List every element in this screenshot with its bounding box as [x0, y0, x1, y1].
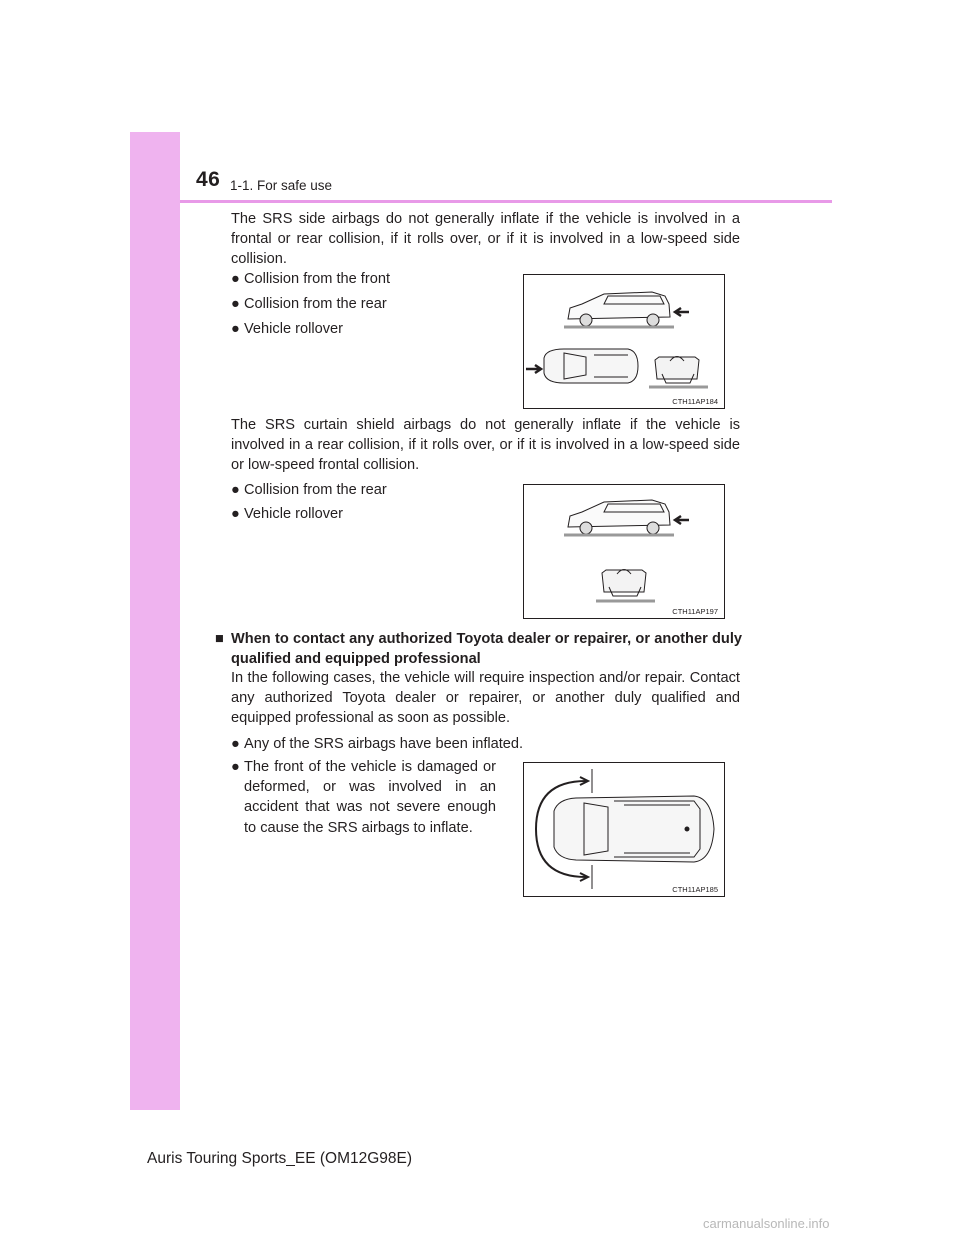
bullet-icon: ● — [231, 736, 240, 752]
list-item: ● Collision from the rear — [231, 480, 387, 500]
list-item: ● Vehicle rollover — [231, 504, 343, 524]
bullet-icon: ● — [231, 482, 240, 498]
heading-square-icon: ■ — [215, 631, 224, 647]
list-item: ● The front of the vehicle is damaged or deformed, or was involved in an accident that was not severe enough to cause the SRS airbags to inflate. — [231, 759, 496, 836]
figure-code: CTH11AP197 — [672, 607, 718, 616]
car-collision-illustration — [524, 485, 724, 618]
list-item: ● Collision from the front — [231, 269, 390, 289]
curtain-airbags-paragraph: The SRS curtain shield airbags do not generally inflate if the vehicle is involved in a rear collision, if it rolls over, or if it is involved in a low-speed side or low-speed frontal collision. — [231, 417, 740, 474]
figure-code: CTH11AP184 — [672, 397, 718, 406]
car-top-view-illustration — [524, 763, 724, 896]
car-collision-illustration — [524, 275, 724, 408]
section-title: 1-1. For safe use — [230, 178, 333, 193]
watermark: carmanualsonline.info — [703, 1216, 830, 1231]
figure-curtain-airbag-collisions — [523, 484, 725, 619]
bullet-icon: ● — [231, 321, 240, 337]
contact-heading: ■ When to contact any authorized Toyota dealer or repairer, or another duly qualified and equipped professional — [215, 631, 742, 668]
side-airbags-paragraph: The SRS side airbags do not generally inflate if the vehicle is involved in a frontal or rear collision, if it rolls over, or if it is involved in a low-speed side collision. — [231, 211, 740, 268]
bullet-icon: ● — [231, 271, 240, 287]
bullet-icon: ● — [231, 506, 240, 522]
list-item: ● Vehicle rollover — [231, 319, 343, 339]
bullet-icon: ● — [231, 296, 240, 312]
figure-front-damage — [523, 762, 725, 897]
page-number: 46 — [196, 168, 221, 191]
figure-side-airbag-collisions — [523, 274, 725, 409]
section-tab-band — [130, 132, 180, 1110]
list-item: ● Any of the SRS airbags have been inflated. — [231, 734, 523, 754]
contact-paragraph: In the following cases, the vehicle will require inspection and/or repair. Contact any authorized Toyota dealer or repairer, or another duly qualified and equipped professional as soon as possible. — [231, 670, 740, 727]
page-footer: Auris Touring Sports_EE (OM12G98E) — [147, 1150, 413, 1167]
figure-code: CTH11AP185 — [672, 885, 718, 894]
list-item: ● Collision from the rear — [231, 294, 387, 314]
header-rule — [180, 200, 832, 203]
bullet-icon: ● — [231, 759, 240, 775]
